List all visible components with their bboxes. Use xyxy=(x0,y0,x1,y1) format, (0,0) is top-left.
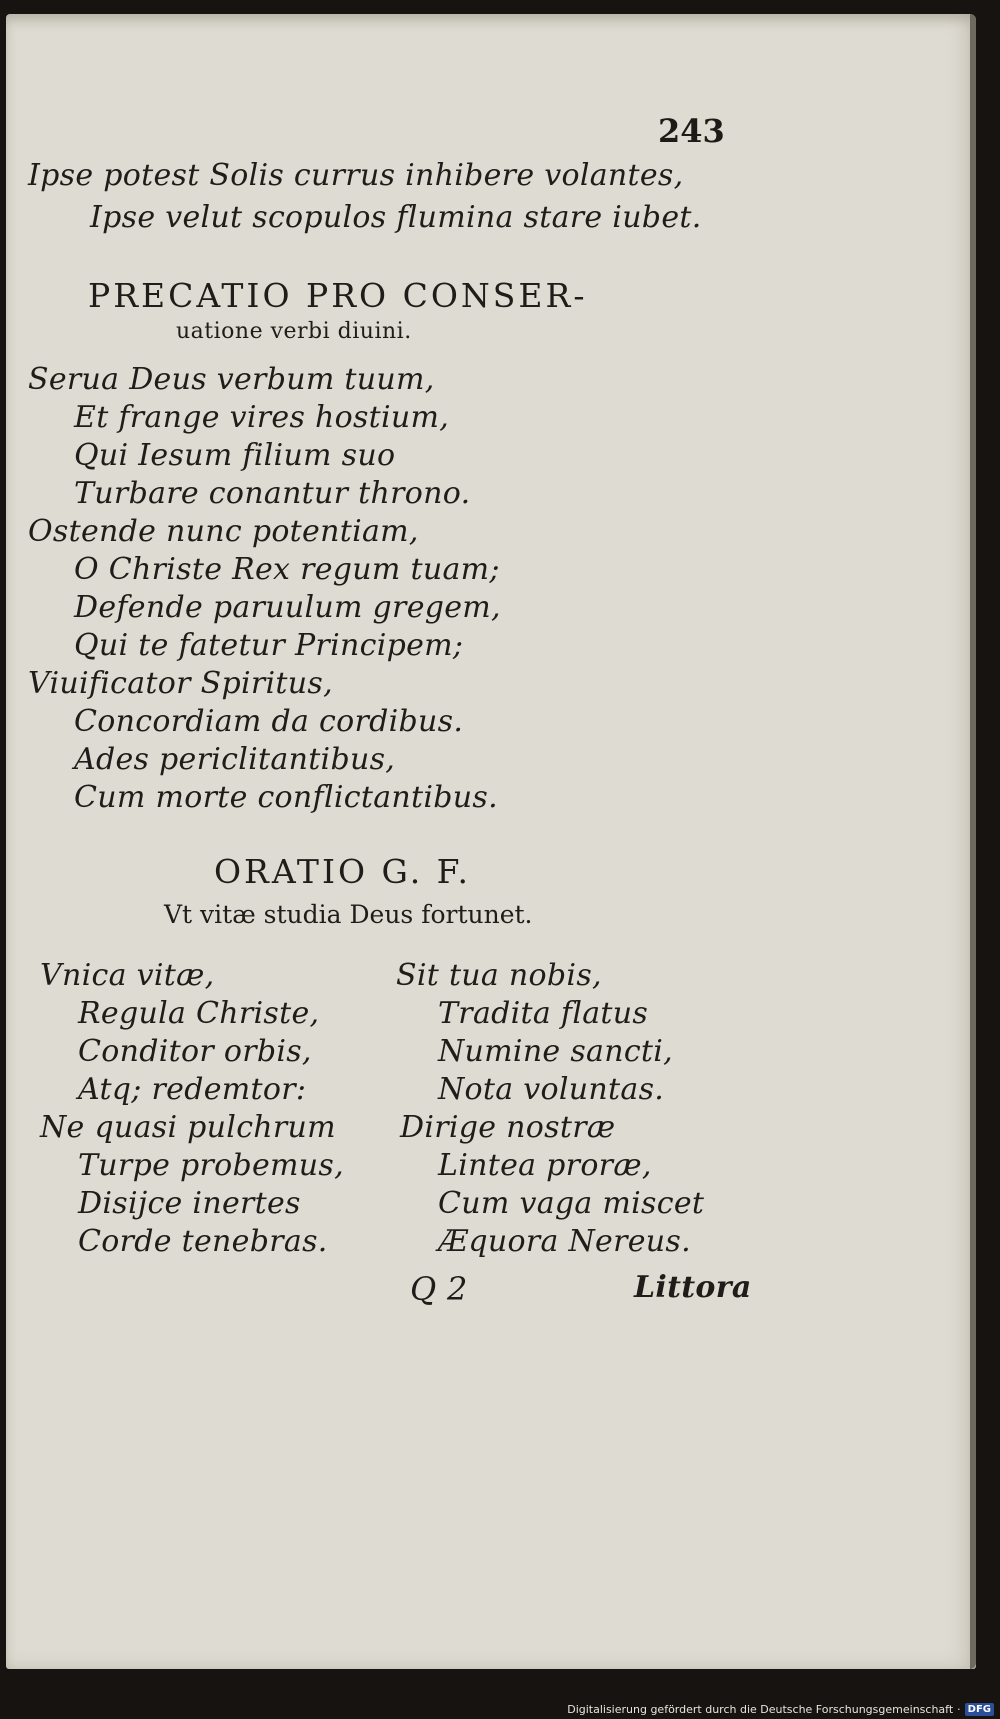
right-verse: Cum vaga miscet xyxy=(438,1186,705,1221)
verse-line: Serua Deus verbum tuum, xyxy=(28,362,435,397)
dfg-logo: DFG xyxy=(965,1703,994,1716)
verse-line: O Christe Rex regum tuam; xyxy=(74,552,500,587)
book-page xyxy=(6,14,976,1669)
verse-line: Cum morte conflictantibus. xyxy=(74,780,498,815)
section2-subtitle: Vt vitæ studia Deus fortunet. xyxy=(164,900,533,929)
verse-line: Et frange vires hostium, xyxy=(74,400,450,435)
right-verse: Dirige nostræ xyxy=(400,1110,616,1145)
right-verse: Sit tua nobis, xyxy=(396,958,602,993)
right-verse: Tradita flatus xyxy=(438,996,649,1031)
verse-line: Turbare conantur throno. xyxy=(74,476,471,511)
signature-mark: Q 2 xyxy=(410,1270,468,1308)
verse-line: Qui te fatetur Principem; xyxy=(74,628,464,663)
verse-line: Ades periclitantibus, xyxy=(74,742,396,777)
verse-line: Qui Iesum filium suo xyxy=(74,438,396,473)
section1-title: PRECATIO PRO CONSER- xyxy=(88,276,588,315)
right-verse: Lintea proræ, xyxy=(438,1148,652,1183)
right-verse: Numine sancti, xyxy=(438,1034,674,1069)
left-verse: Vnica vitæ, xyxy=(40,958,215,993)
verse-line: Concordiam da cordibus. xyxy=(74,704,464,739)
right-verse: Æquora Nereus. xyxy=(438,1224,691,1259)
footer-credit xyxy=(567,1703,994,1716)
opening-line-2: Ipse velut scopulos flumina stare iubet. xyxy=(90,200,702,235)
page-number: 243 xyxy=(658,112,725,150)
left-verse: Atq; redemtor: xyxy=(78,1072,307,1107)
left-verse: Turpe probemus, xyxy=(78,1148,344,1183)
opening-line-1: Ipse potest Solis currus inhibere volantes, xyxy=(28,158,684,193)
verse-line: Ostende nunc potentiam, xyxy=(28,514,419,549)
left-verse: Regula Christe, xyxy=(78,996,320,1031)
verse-line: Viuificator Spiritus, xyxy=(28,666,333,701)
left-verse: Ne quasi pulchrum xyxy=(40,1110,336,1145)
section1-title-cont: uatione verbi diuini. xyxy=(176,319,412,344)
footer-text: Digitalisierung gefördert durch die Deutsche Forschungsgemeinschaft xyxy=(567,1703,954,1716)
left-verse: Disijce inertes xyxy=(78,1186,301,1221)
catchword: Littora xyxy=(634,1270,752,1305)
left-verse: Corde tenebras. xyxy=(78,1224,328,1259)
footer-separator: · xyxy=(957,1703,961,1716)
verse-line: Defende paruulum gregem, xyxy=(74,590,501,625)
section2-title: ORATIO G. F. xyxy=(214,852,471,891)
left-verse: Conditor orbis, xyxy=(78,1034,312,1069)
right-verse: Nota voluntas. xyxy=(438,1072,665,1107)
